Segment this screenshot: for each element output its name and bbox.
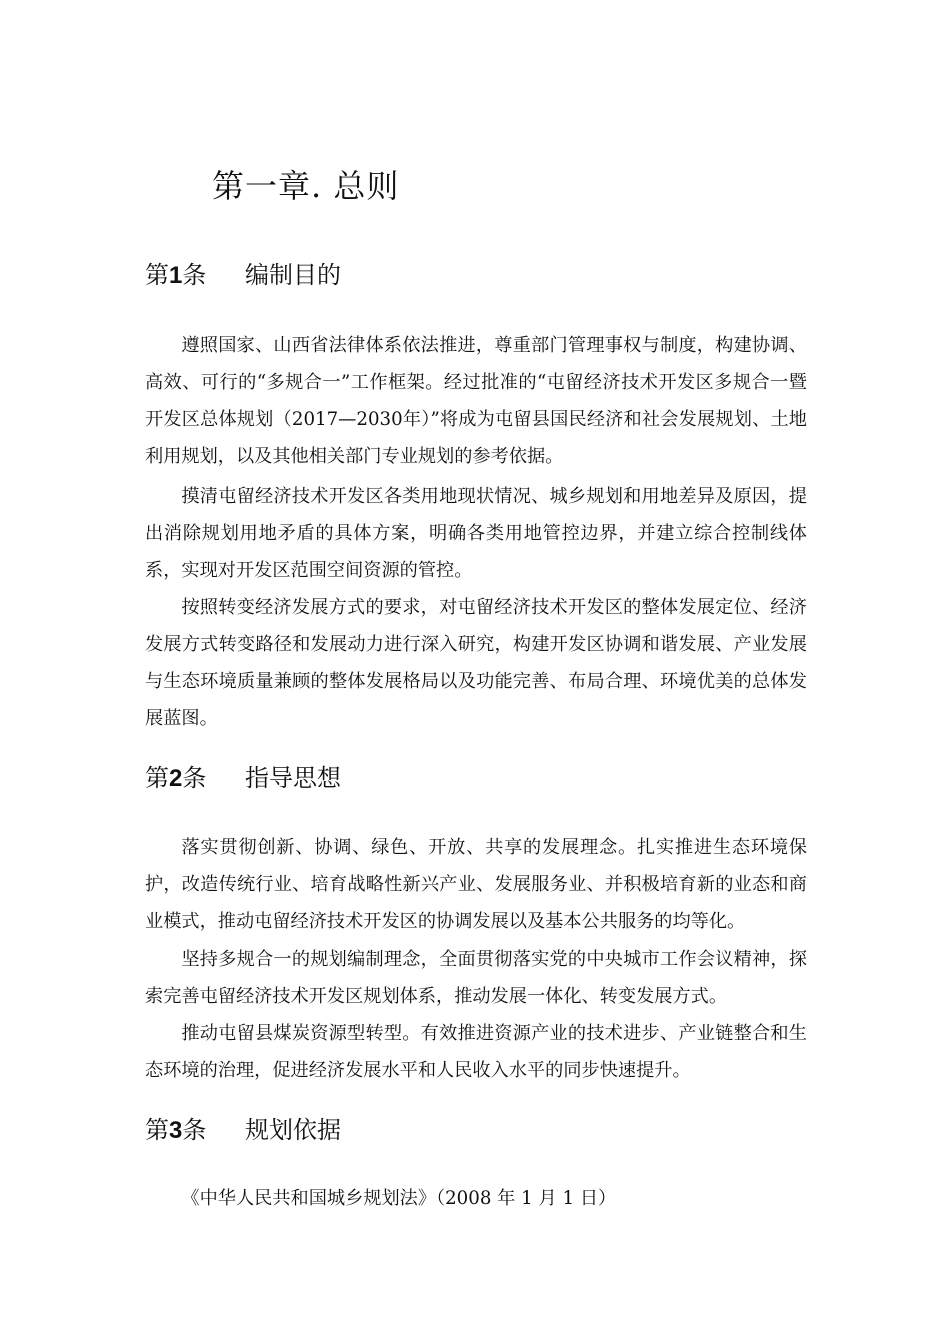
article-2-number: 第2条 <box>145 764 207 792</box>
article-2-paragraph-3: 推动屯留县煤炭资源型转型。有效推进资源产业的技术进步、产业链整合和生态环境的治理，促进经济发展水平和人民收入水平的同步快速提升。 <box>145 1023 807 1081</box>
article-2-paragraph-2: 坚持多规合一的规划编制理念，全面贯彻落实党的中央城市工作会议精神，探索完善屯留经济技术开发区规划体系，推动发展一体化、转变发展方式。 <box>145 949 807 1007</box>
chapter-title: 第一章. 总则 <box>212 167 400 205</box>
article-2-title: 指导思想 <box>245 764 341 792</box>
article-3-heading <box>145 1112 341 1149</box>
article-1-number: 第1条 <box>145 261 207 289</box>
article-3-title: 规划依据 <box>245 1116 341 1144</box>
article-3-number: 第3条 <box>145 1116 207 1144</box>
article-1-paragraph-2: 摸清屯留经济技术开发区各类用地现状情况、城乡规划和用地差异及原因，提出消除规划用地矛盾的具体方案，明确各类用地管控边界，并建立综合控制线体系，实现对开发区范围空间资源的管控。 <box>145 486 807 581</box>
article-3-paragraph-1: 《中华人民共和国城乡规划法》（2008 年 1 月 1 日） <box>181 1188 617 1209</box>
article-1-paragraph-1: 遵照国家、山西省法律体系依法推进，尊重部门管理事权与制度，构建协调、高效、可行的“多规合一”工作框架。经过批准的“屯留经济技术开发区多规合一暨开发区总体规划（2017—2030年）”将成为屯留县国民经济和社会发展规划、土地利用规划，以及其他相关部门专业规划的参考依据。 <box>145 335 807 467</box>
article-1-title: 编制目的 <box>245 261 341 289</box>
article-2-paragraph-1: 落实贯彻创新、协调、绿色、开放、共享的发展理念。扎实推进生态环境保护，改造传统行业、培育战略性新兴产业、发展服务业、并积极培育新的业态和商业模式，推动屯留经济技术开发区的协调发展以及基本公共服务的均等化。 <box>145 837 807 932</box>
article-1-paragraph-3: 按照转变经济发展方式的要求，对屯留经济技术开发区的整体发展定位、经济发展方式转变路径和发展动力进行深入研究，构建开发区协调和谐发展、产业发展与生态环境质量兼顾的整体发展格局以及功能完善、布局合理、环境优美的总体发展蓝图。 <box>145 597 807 729</box>
article-1-heading <box>145 257 341 294</box>
article-2-heading <box>145 760 341 797</box>
